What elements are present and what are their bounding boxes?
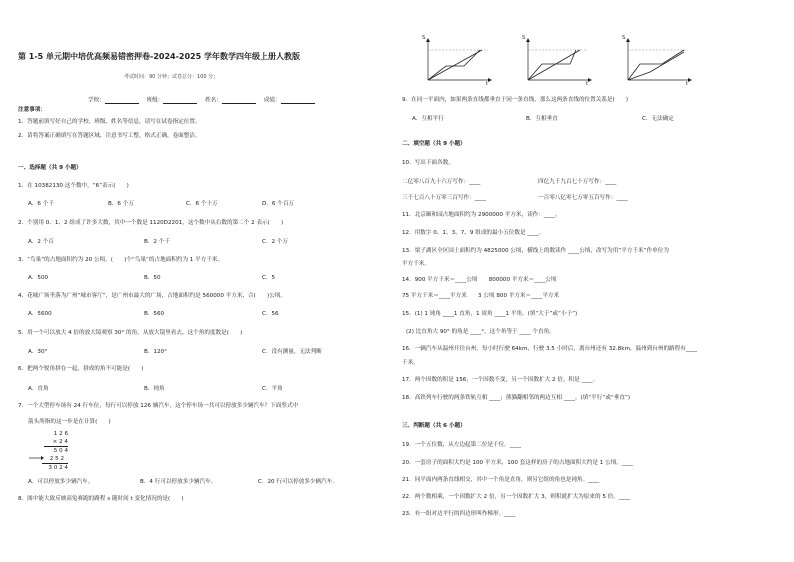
question-22: 22．两个数相乘，一个因数扩大 2 倍，另一个因数扩大 3，则积就扩大为原来的 5 倍。____ [402, 494, 631, 500]
question-3: 3．“鸟巢”的占地面积约为 20 公顷，( )个“鸟巢”的占地面积约为 1 平方千米。 [18, 257, 224, 263]
q10-d: 一百零八亿零七万零五百写作：____ [538, 195, 628, 201]
question-16-cont: 千米。 [402, 360, 419, 366]
question-15b: (2) 比直角大 90° 的角是 ____°，这个角等于 ____ 个直角。 [406, 329, 555, 335]
question-9: 9．在同一平面内，如果两条直线都垂直于同一条直线，那么这两条直线的位置关系是( ) [402, 97, 629, 103]
q5-option-b[interactable]: B．120° [144, 349, 167, 355]
q7-option-a[interactable]: A．可以停放多少辆汽车。 [28, 479, 94, 485]
graph-c-x-label: t [686, 81, 688, 87]
q5-option-c[interactable]: C．没有测量，无法判断 [262, 349, 322, 355]
q6-option-c[interactable]: C．平角 [262, 386, 283, 392]
q2-option-b[interactable]: B．2 个千 [144, 239, 170, 245]
q2-option-c[interactable]: C．2 个万 [262, 239, 289, 245]
question-2: 2．个别用 0、1、2 组成了许多大数，其中一个数是 1120D2201，这个数中从右数的第二个 2 表示( ) [18, 220, 284, 226]
name-label: 姓名： [205, 97, 222, 104]
q2-option-a[interactable]: A．2 个百 [28, 239, 54, 245]
question-7: 7．一个大型停车场有 24 行车位，每行可以停放 126 辆汽车，这个停车场一共可以停放多少辆汽车？下面竖式中 [18, 403, 299, 409]
q7-option-b[interactable]: B．4 行可以停放多少辆汽车。 [140, 479, 217, 485]
q3-option-a[interactable]: A．500 [28, 275, 49, 281]
q1-option-d[interactable]: D．6 个百万 [262, 201, 295, 207]
graph-b-svg [520, 36, 592, 88]
notes-title: 注意事项： [18, 107, 46, 113]
question-1: 1．在 10382130 这个数中，“6”表示( ) [18, 183, 129, 189]
q4-option-a[interactable]: A．5600 [28, 311, 52, 317]
arrow-icon [28, 454, 44, 462]
calc-line-3: 5 0 4 [53, 448, 68, 454]
graph-b-x-label: t [586, 81, 588, 87]
question-15a: 15．(1) 1 钝角 ____1 直角，1 周角 ____1 平角。(填“大于”或“小于”) [402, 311, 578, 317]
q9-option-c[interactable]: C．无法确定 [642, 116, 674, 122]
question-14b: 75 平方千米＝____平方米 3 公顷 800 平方米＝____平方米 [402, 293, 560, 299]
q10-c: 三千七百八十万零三百写作：____ [402, 195, 486, 201]
school-label: 学校： [88, 97, 105, 104]
question-19: 19．一个五位数，从左边起第二位是千位。____ [402, 442, 521, 448]
section2-heading: 二、填空题（共 9 小题） [402, 141, 466, 147]
question-21: 21．同平面内两条直线相交，其中一个角是直角，则另它组的角也是钝角。____ [402, 477, 600, 483]
page-title: 第 1-5 单元期中培优高频易错密押卷-2024-2025 学年数学四年级上册人教版 [18, 52, 300, 61]
q7-option-c[interactable]: C．20 行可以停放多少辆汽车。 [258, 479, 338, 485]
class-label: 班级： [146, 97, 164, 104]
vertical-calculation [28, 432, 68, 478]
q10-a: 二亿零八百九十六万写作：____ [402, 179, 481, 185]
graph-c-y-label: S [622, 35, 626, 41]
question-16: 16．一辆汽车从温州开往台州，每小时行驶 64km，行驶 3.5 小时后，离台州还有 32.8km，温州到台州的路程有____ [402, 346, 698, 352]
q6-option-b[interactable]: B．钝角 [144, 386, 165, 392]
question-6: 6．把两个锐角拼在一起，拼成的角不可能是( ) [18, 366, 144, 372]
q9-option-b[interactable]: B．互相垂直 [526, 116, 558, 122]
info-row [88, 98, 321, 104]
question-14a: 14．900 平方千米＝____公顷 800000 平方米＝____公顷 [402, 277, 557, 283]
q6-option-a[interactable]: A．直角 [28, 386, 49, 392]
exam-meta: 考试时间：90 分钟；试卷总分：100 分； [124, 74, 219, 80]
question-8: 8．图中能大致反映高兔赛跑的路程 s 随时间 t 变化情况的是( ) [18, 496, 184, 502]
q1-option-a[interactable]: A．6 个千 [28, 201, 54, 207]
question-20: 20．一套房子的面积大约是 100 平方米，100 套这样的房子的占地面积大约是 1 公顷。____ [402, 460, 634, 466]
question-4: 4．花城广场坐落为广州“城市客厅”，是广州市最大的广场，占地面积约是 560000 平方米，合( )公顷。 [18, 293, 286, 299]
q4-option-b[interactable]: B．560 [144, 311, 165, 317]
q1-option-b[interactable]: B．6 个万 [108, 201, 134, 207]
graph-a-x-label: t [486, 81, 488, 87]
calc-line-4: 2 5 2 [49, 456, 64, 462]
question-5: 5．用一个可以放大 4 倍的放大镜观察 30° 的角，从放大镜里看去，这个角的度数是( ) [18, 330, 243, 336]
graph-c[interactable] [620, 36, 692, 88]
graph-c-svg [620, 36, 692, 88]
class-blank[interactable] [163, 98, 197, 104]
q3-option-b[interactable]: B．50 [144, 275, 161, 281]
section3-heading: 三、判断题（共 6 小题） [402, 423, 466, 429]
note-1: 1．答题前填写好自己的学校、班级、姓名等信息，请写在试卷指定位置。 [18, 119, 201, 125]
q5-option-a[interactable]: A．30° [28, 349, 48, 355]
question-11: 11．北京颐和园占地面积约为 2900000 平方米，读作：____。 [402, 212, 561, 218]
calc-line-5: 3 0 2 4 [48, 465, 68, 471]
graph-a[interactable] [420, 36, 492, 88]
q4-option-c[interactable]: C．56 [262, 311, 279, 317]
graph-a-svg [420, 36, 492, 88]
question-12: 12．用数字 0、1、3、7、9 组成的最小五位数是 ____。 [402, 230, 545, 236]
calc-line-2: × 2 4 [52, 439, 68, 445]
score-blank[interactable] [281, 98, 315, 104]
question-13: 13．梁子湖区全区国土面积约为 4825000 公顷，横线上的数读作 ____公顷，改写为用“平方千米”作单位为 [402, 248, 669, 254]
question-17: 17．两个因数的积是 156，一个因数不变，另一个因数扩大 2 倍，积是 ____。 [402, 377, 599, 383]
school-blank[interactable] [105, 98, 139, 104]
question-13-cont: 平方千米。 [402, 261, 430, 267]
graph-b[interactable] [520, 36, 592, 88]
graph-a-y-label: S [422, 35, 426, 41]
question-18: 18．高铁列车行驶的两条铁轨互相 ____；熊猫翻相邻的两边互相 ____。(填“平行”或“垂直”) [402, 395, 631, 401]
note-2: 2．请将答案正确填写在答题区域，注意书写工整，格式正确，卷面整洁。 [18, 133, 201, 139]
q3-option-c[interactable]: C．5 [262, 275, 276, 281]
q9-option-a[interactable]: A．互相平行 [412, 116, 444, 122]
question-23: 23．有一组对边平行的四边形叫作梯形。____ [402, 511, 516, 517]
section1-heading: 一、选择题（共 9 小题） [18, 165, 82, 171]
q10-b: 四亿九千九百七十万写作：____ [538, 179, 617, 185]
question-7-cont: 箭头所指的这一步是在计算( ) [28, 419, 111, 425]
calc-line-1: 1 2 6 [53, 431, 68, 437]
name-blank[interactable] [222, 98, 256, 104]
question-10: 10．写出下面各数。 [402, 160, 454, 166]
score-label: 成绩： [263, 97, 281, 104]
q1-option-c[interactable]: C．6 个十万 [186, 201, 218, 207]
graph-b-y-label: S [522, 35, 526, 41]
